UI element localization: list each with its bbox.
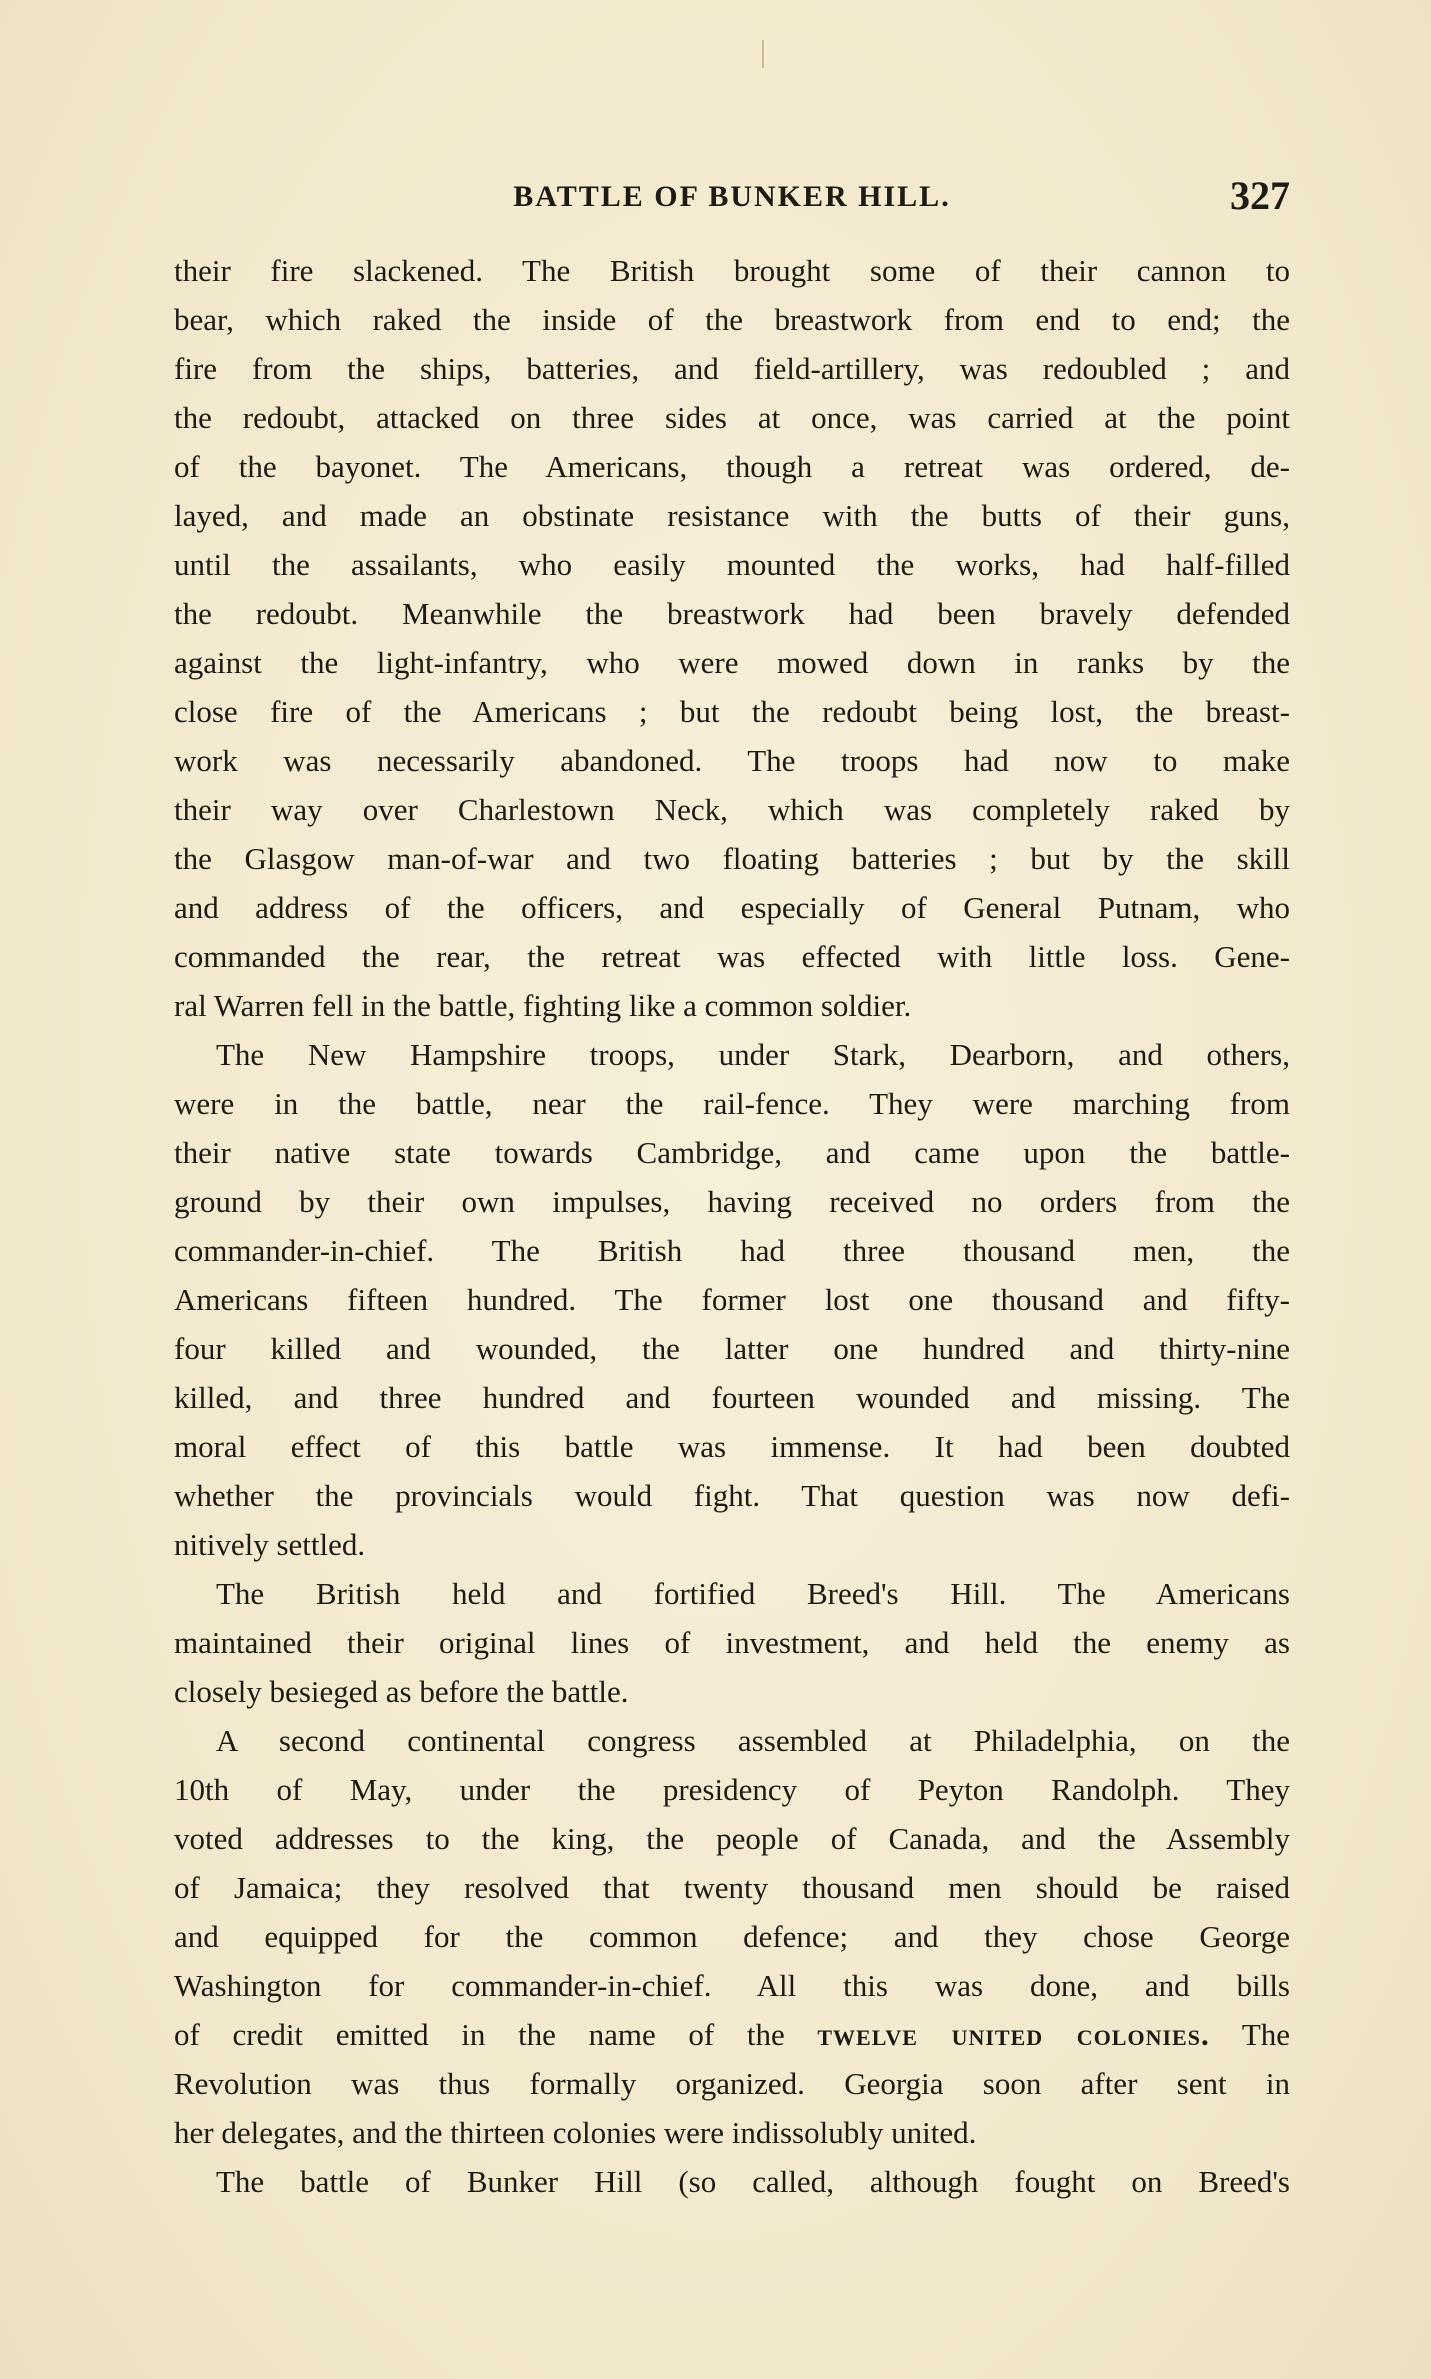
text-line: The battle of Bunker Hill (so called, although fought on Breed's (216, 2164, 1290, 2199)
text-line: work was necessarily abandoned. The troops had now to make (174, 743, 1290, 778)
page-header (174, 172, 1290, 222)
text-line: maintained their original lines of investment, and held the enemy as (174, 1625, 1290, 1660)
text-line: killed, and three hundred and fourteen wounded and missing. The (174, 1380, 1290, 1415)
text-line: Washington for commander-in-chief. All this was done, and bills (174, 1968, 1290, 2003)
gutter-mark (762, 40, 764, 68)
text-line: moral effect of this battle was immense. It had been doubted (174, 1429, 1290, 1464)
text-line: nitively settled. (174, 1527, 366, 1562)
text-line: commanded the rear, the retreat was effected with little loss. Gene- (174, 939, 1290, 974)
body-text (174, 246, 1290, 2206)
text-line: their fire slackened. The British brought some of their cannon to (174, 253, 1290, 288)
text-line: A second continental congress assembled at Philadelphia, on the (216, 1723, 1290, 1758)
text-line: until the assailants, who easily mounted the works, had half-filled (174, 547, 1290, 582)
text-line: bear, which raked the inside of the breastwork from end to end; the (174, 302, 1290, 337)
text-line: commander-in-chief. The British had three thousand men, the (174, 1233, 1290, 1268)
text-line: closely besieged as before the battle. (174, 1674, 629, 1709)
text-line: fire from the ships, batteries, and field-artillery, was redoubled ; and (174, 351, 1290, 386)
text-run: The (1241, 2017, 1290, 2052)
text-line: Americans fifteen hundred. The former lost one thousand and fifty- (174, 1282, 1290, 1317)
text-line: The New Hampshire troops, under Stark, Dearborn, and others, (216, 1037, 1290, 1072)
text-line: 10th of May, under the presidency of Peyton Randolph. They (174, 1772, 1290, 1807)
text-line: close fire of the Americans ; but the redoubt being lost, the breast- (174, 694, 1290, 729)
text-line: four killed and wounded, the latter one hundred and thirty-nine (174, 1331, 1290, 1366)
text-line: ral Warren fell in the battle, fighting like a common soldier. (174, 988, 912, 1023)
text-line: voted addresses to the king, the people of Canada, and the Assembly (174, 1821, 1290, 1856)
text-line: layed, and made an obstinate resistance with the butts of their guns, (174, 498, 1290, 533)
text-line: her delegates, and the thirteen colonies were indissolubly united. (174, 2115, 977, 2150)
text-line: and equipped for the common defence; and they chose George (174, 1919, 1290, 1954)
text-line: Revolution was thus formally organized. Georgia soon after sent in (174, 2066, 1290, 2101)
text-line: of Jamaica; they resolved that twenty thousand men should be raised (174, 1870, 1290, 1905)
text-line-with-small-caps (174, 2010, 1290, 2059)
text-line: ground by their own impulses, having received no orders from the (174, 1184, 1290, 1219)
text-run: of credit emitted in the name of the (174, 2017, 785, 2052)
text-line: whether the provincials would fight. That question was now defi- (174, 1478, 1290, 1513)
text-line: their way over Charlestown Neck, which was completely raked by (174, 792, 1290, 827)
text-line: The British held and fortified Breed's Hill. The Americans (216, 1576, 1290, 1611)
text-line: their native state towards Cambridge, and came upon the battle- (174, 1135, 1290, 1170)
page-number: 327 (1230, 173, 1290, 218)
small-caps-phrase: twelve united colonies. (817, 2017, 1210, 2052)
text-line: the Glasgow man-of-war and two floating batteries ; but by the skill (174, 841, 1290, 876)
text-line: were in the battle, near the rail-fence. They were marching from (174, 1086, 1290, 1121)
text-line: and address of the officers, and especially of General Putnam, who (174, 890, 1290, 925)
text-line: the redoubt, attacked on three sides at once, was carried at the point (174, 400, 1290, 435)
text-line: of the bayonet. The Americans, though a retreat was ordered, de- (174, 449, 1290, 484)
text-line: the redoubt. Meanwhile the breastwork had been bravely defended (174, 596, 1290, 631)
running-head: BATTLE OF BUNKER HILL. (513, 180, 951, 213)
text-line: against the light-infantry, who were mowed down in ranks by the (174, 645, 1290, 680)
